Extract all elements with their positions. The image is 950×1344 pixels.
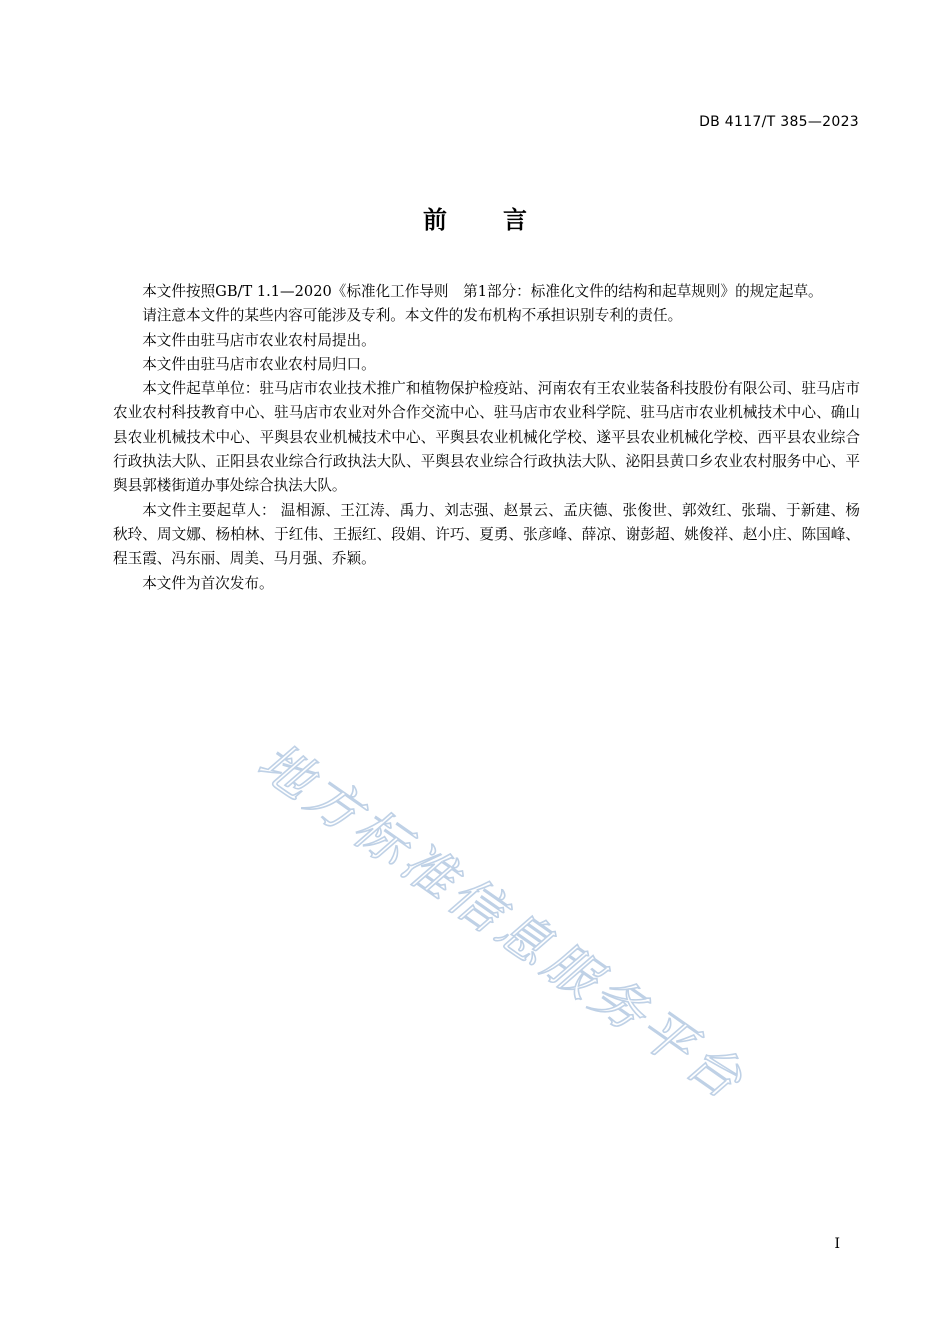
paragraph-administered-by: 本文件由驻马店市农业农村局归口。	[142, 355, 376, 373]
paragraph-patent-notice: 请注意本文件的某些内容可能涉及专利。本文件的发布机构不承担识别专利的责任。	[142, 307, 683, 325]
paragraph-drafting-organizations: 本文件起草单位：驻马店市农业技术推广和植物保护检疫站、河南农有王农业装备科技股份有限公司、驻马店市农业农村科技教育中心、驻马店市农业对外合作交流中心、驻马店市农业科学院、驻马店市农业机械技术中心、确山县农业机械技术中心、平舆县农业机械技术中心、平舆县农业机械化学校、遂平县农业机械化学校、西平县农业综合行政执法大队、正阳县农业综合行政执法大队、平舆县农业综合行政执法大队、泌阳县黄口乡农业农村服务中心、平舆县郭楼街道办事处综合执法大队。	[113, 380, 860, 495]
paragraph-proposed-by: 本文件由驻马店市农业农村局提出。	[142, 331, 376, 349]
page-title	[0, 200, 950, 235]
page-number: I	[834, 1236, 840, 1252]
watermark: 地方标准信息服务平台	[247, 731, 757, 1114]
title-char-2: 言	[503, 206, 527, 234]
paragraph-drafting-rules: 本文件按照GB/T 1.1—2020《标准化工作导则 第1部分：标准化文件的结构和起草规则》的规定起草。	[142, 283, 823, 300]
paragraph-first-release: 本文件为首次发布。	[142, 574, 274, 592]
foreword-body	[113, 280, 860, 596]
paragraph-drafters: 本文件主要起草人： 温相源、王江涛、禹力、刘志强、赵景云、孟庆德、张俊世、郭效红、张瑞、于新建、杨秋玲、周文娜、杨柏林、于红伟、王振红、段娟、许巧、夏勇、张彦峰、薛凉、谢彭超、姚俊祥、赵小庄、陈国峰、程玉霞、冯东丽、周美、马月强、乔颖。	[113, 501, 860, 568]
standard-code: DB 4117/T 385—2023	[699, 114, 859, 130]
title-char-1: 前	[423, 206, 447, 234]
